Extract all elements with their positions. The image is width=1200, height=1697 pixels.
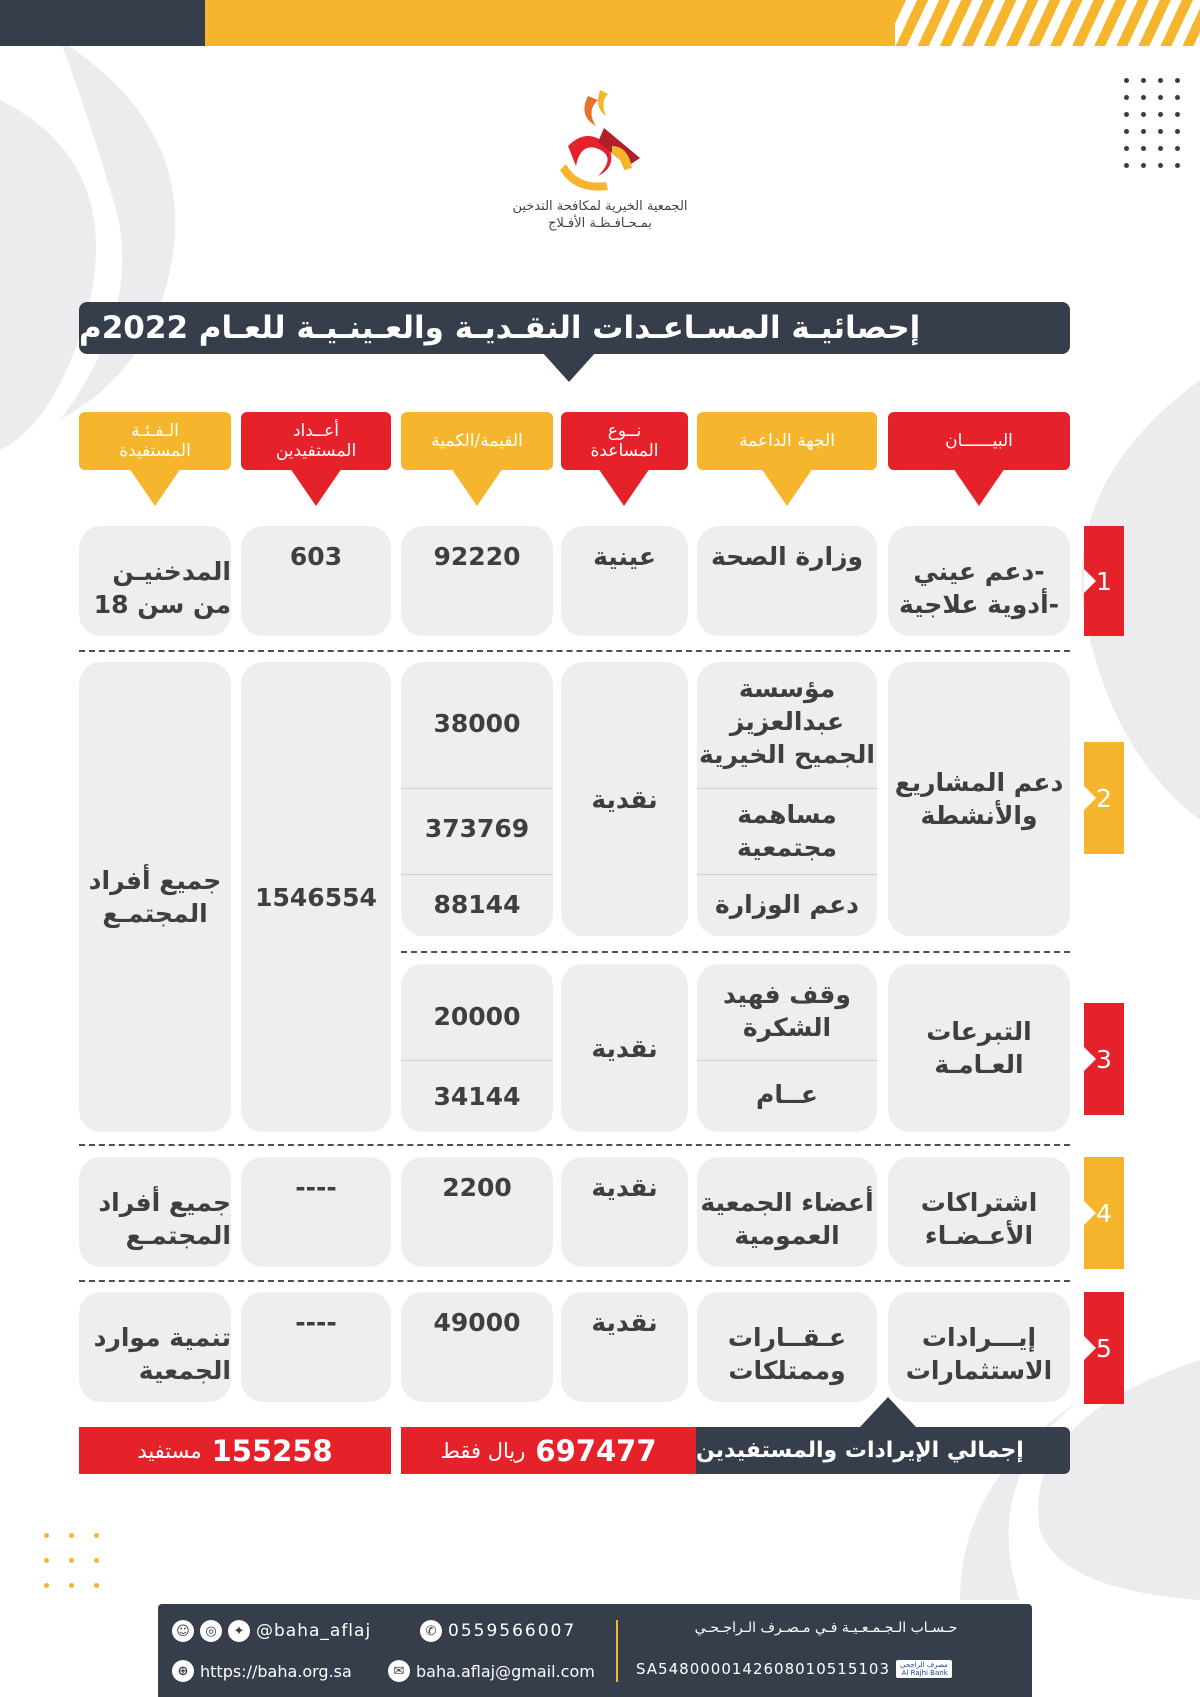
- row3-statement-line2: العـامـة: [934, 1050, 1024, 1079]
- header-supporter-text: الجهة الداعمة: [739, 431, 835, 451]
- footer-email[interactable]: [388, 1660, 595, 1682]
- footer-email-address: baha.aflaj@gmail.com: [416, 1661, 595, 1681]
- row5-supporter-line2: وممتلكات: [728, 1356, 846, 1385]
- row4-value-text: 2200: [442, 1173, 512, 1202]
- row1-statement: [888, 526, 1070, 636]
- row1-statement-line2: -أدوية علاجية: [899, 590, 1060, 619]
- row-number-4: [1084, 1157, 1124, 1269]
- row3-supporters: [697, 964, 877, 1132]
- row1-statement-line1: -دعم عيني: [913, 557, 1045, 586]
- row1-category-line1: المدخنيـن: [112, 557, 231, 586]
- footer: [158, 1604, 1032, 1697]
- row2-supporter-3: [697, 888, 877, 921]
- row4-category: [79, 1157, 231, 1267]
- header-value-pointer: [451, 468, 503, 506]
- instagram-icon: ◎: [200, 1620, 222, 1642]
- total-beneficiaries-value: 155258: [211, 1433, 333, 1468]
- header-supporter-pointer: [761, 468, 813, 506]
- header-statement-pointer: [953, 468, 1005, 506]
- row4-supporter: [697, 1157, 877, 1267]
- row4-count-text: ----: [295, 1173, 337, 1202]
- twitter-icon: ✦: [228, 1620, 250, 1642]
- row2-supporter-1-line2: عبدالعزيز: [729, 707, 845, 736]
- row2-supporter-1: [697, 672, 877, 771]
- row-number-4-text: 4: [1096, 1198, 1112, 1228]
- row2-supporter-1-line1: مؤسسة: [738, 674, 836, 703]
- row3-supporter-1-line2: الشكرة: [742, 1013, 832, 1042]
- divider-1: [79, 650, 1070, 652]
- row-number-2: [1084, 742, 1124, 854]
- rows2-3-category: [79, 662, 231, 1132]
- rows2-3-count: [241, 662, 391, 1132]
- header-statement: [888, 412, 1070, 470]
- row5-value-text: 49000: [433, 1308, 521, 1337]
- logo-org-name: الجمعية الخيرية لمكافحة التدخين: [512, 199, 688, 214]
- whatsapp-icon: ✆: [420, 1620, 442, 1642]
- row2-statement-line2: والأنشطة: [920, 801, 1038, 830]
- row5-supporter: [697, 1292, 877, 1402]
- row3-values: [401, 964, 553, 1132]
- row-number-3: [1084, 1003, 1124, 1115]
- row2-aid-type: [561, 662, 688, 936]
- header-count-pointer: [290, 468, 342, 506]
- row4-supporter-line1: أعضاء الجمعية: [700, 1188, 874, 1217]
- row4-statement-line2: الأعـضـاء: [924, 1221, 1034, 1250]
- row5-supporter-line1: عـقــارات: [727, 1323, 847, 1352]
- total-label-text: إجمالي الإيرادات والمستفيدين: [696, 1438, 1024, 1463]
- row1-value-text: 92220: [433, 542, 521, 571]
- header-supporter: [697, 412, 877, 470]
- row-number-5: [1084, 1292, 1124, 1404]
- footer-iban-number: SA5480000142608010515103: [636, 1660, 891, 1678]
- total-revenue-value: 697477: [535, 1433, 657, 1468]
- row4-category-line1: جميع أفراد: [98, 1188, 231, 1217]
- row2-supporter-3-line1: دعم الوزارة: [715, 890, 859, 919]
- divider-4: [79, 1280, 1070, 1282]
- header-aid-type-pointer: [598, 468, 650, 506]
- row3-statement: [888, 964, 1070, 1132]
- row4-statement-line1: اشتراكات: [920, 1188, 1038, 1217]
- header-statement-text: البيــــــان: [945, 431, 1013, 451]
- row2-value-2: 373769: [424, 814, 530, 843]
- row5-statement-line2: الاستثمارات: [905, 1356, 1053, 1385]
- row1-count-text: 603: [289, 542, 343, 571]
- header-count-line1: أعــداد: [292, 421, 340, 441]
- row1-count: [241, 526, 391, 636]
- header-category: [79, 412, 231, 470]
- total-beneficiaries: [79, 1427, 391, 1474]
- row2-statement-line1: دعم المشاريع: [894, 768, 1064, 797]
- row1-aid-type: [561, 526, 688, 636]
- row3-supporter-1: [697, 978, 877, 1044]
- total-pointer: [860, 1397, 916, 1427]
- footer-website-link: https://baha.org.sa: [200, 1661, 352, 1681]
- footer-social[interactable]: [172, 1620, 371, 1642]
- rows2-3-category-line2: المجتمـع: [102, 899, 208, 928]
- rows2-3-category-line1: جميع أفراد: [88, 866, 222, 895]
- row-number-1: [1084, 526, 1124, 636]
- row2-supporter-2-line1: مساهمة: [737, 800, 837, 829]
- row2-aid-type-text: نقدية: [591, 784, 658, 814]
- divider-3: [79, 1144, 1070, 1146]
- al-rajhi-bank-logo-icon: [896, 1660, 952, 1678]
- row2-supporter-2-line2: مجتمعية: [737, 833, 837, 862]
- row5-statement-line1: إيـــرادات: [921, 1323, 1037, 1352]
- row2-supporter-1-line3: الجميح الخيرية: [699, 740, 875, 769]
- row5-category-line1: تنمية موارد: [93, 1323, 231, 1352]
- globe-icon: ⊕: [172, 1660, 194, 1682]
- row4-category-line2: المجتمـع: [125, 1221, 231, 1250]
- row4-aid-type: [561, 1157, 688, 1267]
- divider-2: [401, 951, 1070, 953]
- title-pointer: [542, 352, 596, 382]
- footer-phone[interactable]: [420, 1620, 576, 1642]
- row2-supporter-2: [697, 798, 877, 864]
- row-number-1-text: 1: [1096, 566, 1112, 596]
- row4-value: [401, 1157, 553, 1267]
- footer-website[interactable]: [172, 1660, 352, 1682]
- row-number-3-text: 3: [1096, 1044, 1112, 1074]
- header-aid-type: [561, 412, 688, 470]
- page-title-text: إحصائيـة المسـاعـدات النقـديـة والعـينـيـة للعـام 2022م: [79, 310, 921, 346]
- top-bar-stripes: [895, 0, 1200, 46]
- total-beneficiaries-unit: مستفيد: [137, 1438, 202, 1463]
- logo-org-city: بمـحـافـظـة الأفـلاج: [548, 216, 652, 231]
- row5-count-text: ----: [295, 1308, 337, 1337]
- row1-category: [79, 526, 231, 636]
- header-category-pointer: [129, 468, 181, 506]
- row5-category: [79, 1292, 231, 1402]
- total-revenue: [401, 1427, 696, 1474]
- row5-aid-type-text: نقدية: [591, 1308, 658, 1337]
- dot-grid-bottom-left: [44, 1533, 99, 1588]
- row2-value-3: 88144: [433, 890, 521, 919]
- footer-bank-label: حـسـاب الـجـمـعـيـة فـي مـصـرف الـراجـحـي: [694, 1620, 958, 1636]
- row2-values: [401, 662, 553, 936]
- row2-statement: [888, 662, 1070, 936]
- row3-supporter-1-line1: وقف فهيد: [723, 980, 851, 1009]
- row-number-2-text: 2: [1096, 783, 1112, 813]
- row1-supporter-text: وزارة الصحة: [710, 542, 864, 571]
- header-count-line2: المستفيدين: [275, 441, 357, 461]
- header-category-line1: الـفـئـة: [131, 421, 179, 441]
- row5-category-line2: الجمعية: [138, 1356, 231, 1385]
- row3-aid-type: [561, 964, 688, 1132]
- row5-count: [241, 1292, 391, 1402]
- row2-supporters: [697, 662, 877, 936]
- row3-aid-type-text: نقدية: [591, 1033, 658, 1063]
- rows2-3-count-text: 1546554: [255, 882, 377, 912]
- row1-value: [401, 526, 553, 636]
- row1-category-line2: من سن 18: [93, 590, 231, 619]
- page-title: [79, 302, 1070, 354]
- bank-logo-ar: مصرف الراجحي: [900, 1661, 948, 1669]
- row5-statement: [888, 1292, 1070, 1402]
- logo-icon: [548, 86, 648, 196]
- top-bar-dark: [0, 0, 205, 46]
- row5-aid-type: [561, 1292, 688, 1402]
- row1-aid-type-text: عينية: [593, 542, 656, 571]
- top-bar-yellow: [205, 0, 895, 46]
- row5-value: [401, 1292, 553, 1402]
- footer-separator: [616, 1620, 618, 1682]
- row4-count: [241, 1157, 391, 1267]
- logo-text: [470, 198, 730, 232]
- total-label: [696, 1427, 1070, 1474]
- row3-value-1: 20000: [433, 1002, 521, 1031]
- footer-iban: [636, 1660, 952, 1678]
- header-count: [241, 412, 391, 470]
- background-ornament-left: [0, 40, 240, 460]
- header-value-text: القيمة/الكمية: [431, 431, 523, 451]
- footer-social-handle: @baha_aflaj: [256, 1621, 372, 1641]
- row4-aid-type-text: نقدية: [591, 1173, 658, 1202]
- row3-value-2: 34144: [433, 1082, 521, 1111]
- header-value: [401, 412, 553, 470]
- snapchat-icon: ☺: [172, 1620, 194, 1642]
- row-number-5-text: 5: [1096, 1333, 1112, 1363]
- footer-phone-number: 0559566007: [448, 1621, 577, 1641]
- dot-grid-top-right: [1124, 78, 1180, 168]
- header-aid-type-line1: نــوع: [607, 421, 642, 441]
- email-icon: ✉: [388, 1660, 410, 1682]
- header-aid-type-line2: المساعدة: [590, 441, 659, 461]
- row3-statement-line1: التبرعات: [926, 1017, 1032, 1046]
- row3-supporter-2: عــام: [756, 1080, 818, 1109]
- row2-value-1: 38000: [433, 709, 521, 738]
- row4-statement: [888, 1157, 1070, 1267]
- row4-supporter-line2: العمومية: [734, 1221, 840, 1250]
- bank-logo-en: Al Rajhi Bank: [901, 1669, 948, 1677]
- header-category-line2: المستفيدة: [119, 441, 191, 461]
- row1-supporter: [697, 526, 877, 636]
- total-revenue-unit: ريال فقط: [440, 1438, 526, 1463]
